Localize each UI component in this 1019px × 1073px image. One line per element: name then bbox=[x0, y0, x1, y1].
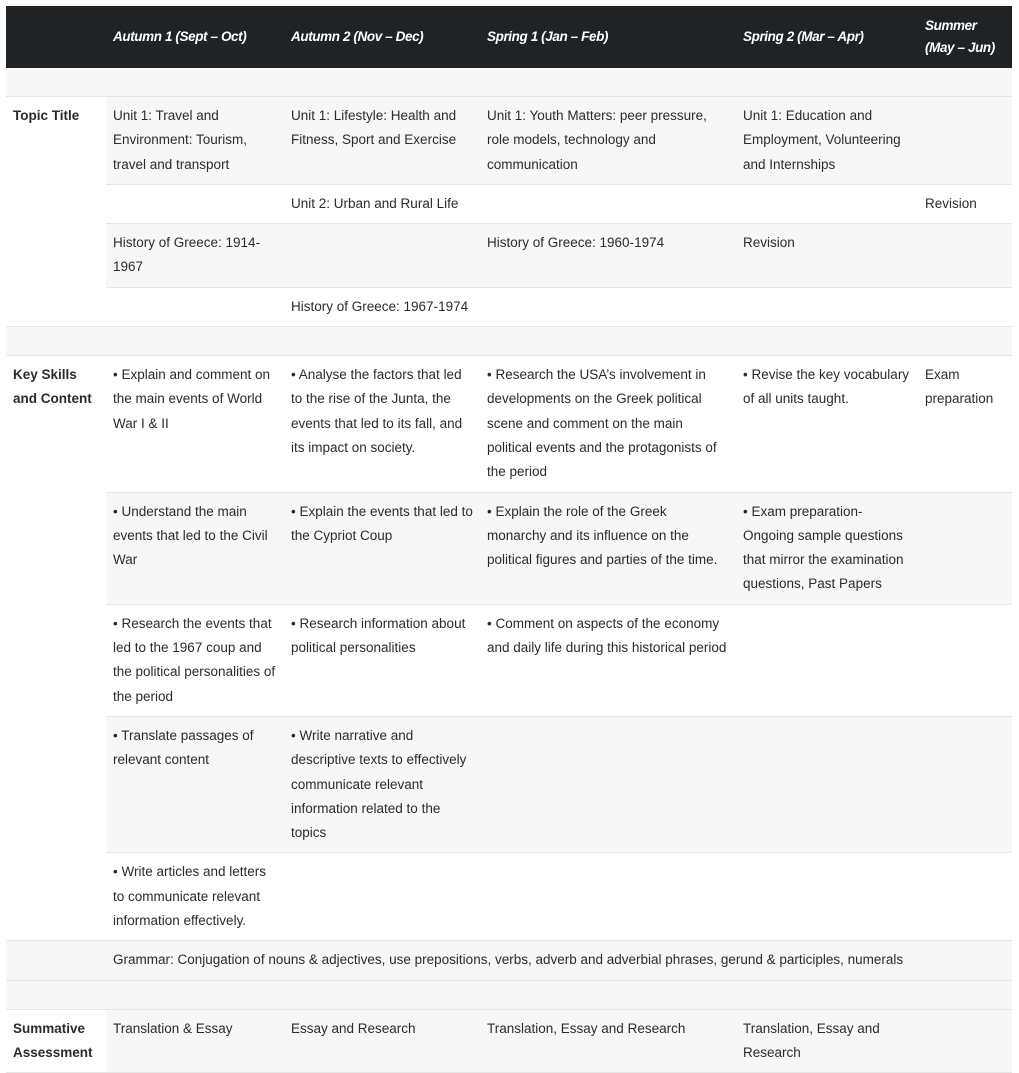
header-row bbox=[6, 6, 1012, 68]
table-cell bbox=[106, 853, 284, 941]
grammar-row bbox=[6, 941, 1012, 980]
table-cell: Unit 2: Urban and Rural Life bbox=[284, 184, 480, 223]
table-row bbox=[6, 492, 1012, 604]
table-cell bbox=[284, 716, 480, 852]
header-blank bbox=[6, 6, 106, 68]
bullet-text: • Research information about political personalities bbox=[291, 616, 465, 655]
table-cell: History of Greece: 1960-1974 bbox=[480, 224, 736, 288]
table-cell bbox=[480, 356, 736, 492]
table-row bbox=[6, 1009, 1012, 1073]
table-cell bbox=[736, 184, 918, 223]
row-label-topic-title: Topic Title bbox=[6, 97, 106, 327]
section-spacer bbox=[6, 980, 1012, 1009]
table-cell: Revision bbox=[918, 184, 1012, 223]
grammar-cell: Grammar: Conjugation of nouns & adjectives, use prepositions, verbs, adverb and adverbial phrases, gerund & participles, numerals bbox=[106, 941, 1012, 980]
table-cell bbox=[480, 604, 736, 716]
bullet-text: • Comment on aspects of the economy and daily life during this historical period bbox=[487, 616, 726, 655]
table-cell bbox=[918, 853, 1012, 941]
table-cell bbox=[918, 492, 1012, 604]
bullet-text: • Understand the main events that led to the Civil War bbox=[113, 504, 268, 568]
table-cell bbox=[106, 604, 284, 716]
table-cell: History of Greece: 1914-1967 bbox=[106, 224, 284, 288]
table-cell: Unit 1: Travel and Environment: Tourism, travel and transport bbox=[106, 97, 284, 185]
table-body bbox=[6, 68, 1012, 1073]
table-cell bbox=[918, 287, 1012, 326]
table-row bbox=[6, 224, 1012, 288]
table-cell: Unit 1: Lifestyle: Health and Fitness, Sport and Exercise bbox=[284, 97, 480, 185]
table-row bbox=[6, 97, 1012, 185]
table-row bbox=[6, 287, 1012, 326]
table-cell bbox=[918, 604, 1012, 716]
table-cell: Essay and Research bbox=[284, 1009, 480, 1073]
curriculum-table-wrapper bbox=[6, 6, 1012, 1073]
bullet-text: • Explain and comment on the main events of World War I & II bbox=[113, 367, 270, 431]
table-cell bbox=[106, 492, 284, 604]
bullet-text: • Write articles and letters to communicate relevant information effectively. bbox=[113, 864, 266, 928]
curriculum-table bbox=[6, 6, 1012, 1073]
table-row bbox=[6, 853, 1012, 941]
table-cell bbox=[480, 492, 736, 604]
table-cell bbox=[918, 97, 1012, 185]
table-row bbox=[6, 184, 1012, 223]
table-cell bbox=[480, 184, 736, 223]
table-cell bbox=[284, 853, 480, 941]
table-cell bbox=[736, 604, 918, 716]
table-row bbox=[6, 604, 1012, 716]
table-cell: Unit 1: Education and Employment, Volunteering and Internships bbox=[736, 97, 918, 185]
table-cell bbox=[284, 492, 480, 604]
header-autumn-2: Autumn 2 (Nov – Dec) bbox=[284, 6, 480, 68]
table-cell bbox=[480, 716, 736, 852]
grammar-blank-cell bbox=[6, 941, 106, 980]
header-spring-2: Spring 2 (Mar – Apr) bbox=[736, 6, 918, 68]
table-cell bbox=[736, 716, 918, 852]
table-row bbox=[6, 356, 1012, 492]
bullet-text: • Explain the role of the Greek monarchy and its influence on the political figures and parties of the time. bbox=[487, 504, 717, 568]
table-cell: Revision bbox=[736, 224, 918, 288]
spacer-cell bbox=[6, 980, 1012, 1009]
spacer-cell bbox=[6, 327, 1012, 356]
row-label-summative-assessment: Summative Assessment bbox=[6, 1009, 106, 1073]
table-cell bbox=[736, 356, 918, 492]
spacer-cell bbox=[6, 68, 1012, 97]
table-cell bbox=[480, 287, 736, 326]
section-spacer bbox=[6, 327, 1012, 356]
bullet-text: • Research the events that led to the 1967 coup and the political personalities of the period bbox=[113, 616, 275, 704]
bullet-text: • Exam preparation- Ongoing sample questions that mirror the examination questions, Past Papers bbox=[743, 504, 904, 592]
table-cell bbox=[106, 287, 284, 326]
bullet-text: • Explain the events that led to the Cypriot Coup bbox=[291, 504, 473, 543]
bullet-text: • Translate passages of relevant content bbox=[113, 728, 254, 767]
section-spacer bbox=[6, 68, 1012, 97]
header-autumn-1: Autumn 1 (Sept – Oct) bbox=[106, 6, 284, 68]
table-cell bbox=[736, 287, 918, 326]
table-cell bbox=[284, 604, 480, 716]
table-cell bbox=[284, 356, 480, 492]
row-label-key-skills: Key Skills and Content bbox=[6, 356, 106, 941]
table-cell: History of Greece: 1967-1974 bbox=[284, 287, 480, 326]
table-cell: Translation, Essay and Research bbox=[480, 1009, 736, 1073]
table-header bbox=[6, 6, 1012, 68]
table-cell bbox=[106, 184, 284, 223]
bullet-text: • Analyse the factors that led to the rise of the Junta, the events that led to its fall, and its impact on society. bbox=[291, 367, 462, 455]
table-row bbox=[6, 716, 1012, 852]
table-cell bbox=[918, 716, 1012, 852]
table-cell bbox=[918, 1009, 1012, 1073]
table-cell bbox=[284, 224, 480, 288]
table-cell: Translation & Essay bbox=[106, 1009, 284, 1073]
table-cell bbox=[106, 356, 284, 492]
table-cell bbox=[736, 853, 918, 941]
bullet-text: • Write narrative and descriptive texts to effectively communicate relevant information related to the topics bbox=[291, 728, 466, 840]
header-summer: Summer (May – Jun) bbox=[918, 6, 1012, 68]
table-cell bbox=[106, 716, 284, 852]
bullet-text: • Revise the key vocabulary of all units taught. bbox=[743, 367, 909, 406]
bullet-text: • Research the USA’s involvement in developments on the Greek political scene and comment on the main political events and the protagonists of the period bbox=[487, 367, 717, 479]
table-cell: Translation, Essay and Research bbox=[736, 1009, 918, 1073]
table-cell bbox=[736, 492, 918, 604]
table-cell bbox=[918, 224, 1012, 288]
table-cell bbox=[480, 853, 736, 941]
table-cell: Exam preparation bbox=[918, 356, 1012, 492]
table-cell: Unit 1: Youth Matters: peer pressure, role models, technology and communication bbox=[480, 97, 736, 185]
header-spring-1: Spring 1 (Jan – Feb) bbox=[480, 6, 736, 68]
